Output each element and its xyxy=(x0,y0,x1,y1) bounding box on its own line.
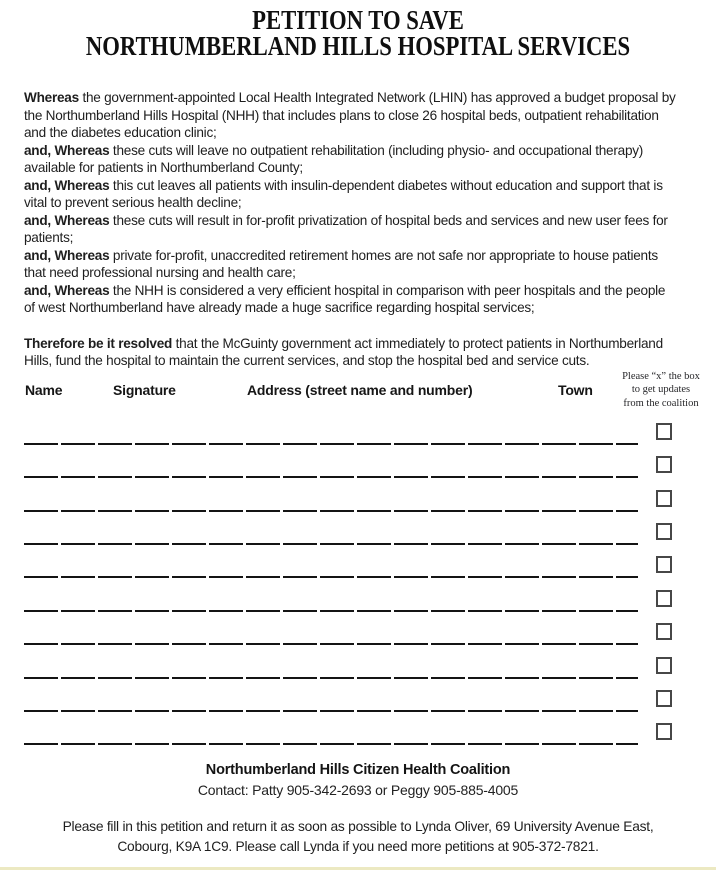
checkbox-note-line-1: Please “x” the box xyxy=(622,370,700,382)
checkbox-column-note xyxy=(604,370,716,411)
updates-checkbox[interactable] xyxy=(656,456,672,473)
resolution-clause xyxy=(24,335,676,370)
instructions-line-1: Please fill in this petition and return it as soon as possible to Lynda Oliver, 69 University Avenue East, xyxy=(62,819,654,835)
updates-checkbox[interactable] xyxy=(656,490,672,507)
footer xyxy=(0,762,716,857)
coalition-name: Northumberland Hills Citizen Health Coalition xyxy=(205,762,511,779)
whereas-clause-3 xyxy=(24,177,676,212)
signature-table-header xyxy=(24,370,712,412)
updates-checkbox[interactable] xyxy=(656,623,672,640)
updates-checkbox[interactable] xyxy=(656,556,672,573)
preamble xyxy=(24,89,676,317)
signature-row xyxy=(24,679,712,712)
column-header-signature: Signature xyxy=(113,381,176,398)
whereas-clause-1 xyxy=(24,89,676,142)
whereas-text: these cuts will leave no outpatient rehabilitation (including physio- and occupational therapy) available for patients in Northumberland County; xyxy=(24,142,644,175)
whereas-lead: and, Whereas xyxy=(24,282,110,298)
whereas-lead: and, Whereas xyxy=(24,142,110,158)
signature-row xyxy=(24,478,712,511)
title-line-1: PETITION TO SAVE xyxy=(252,5,464,35)
whereas-clause-5 xyxy=(24,247,676,282)
signature-row xyxy=(24,412,712,445)
checkbox-note-line-3: from the coalition xyxy=(623,397,699,409)
whereas-clause-2 xyxy=(24,142,676,177)
signature-line[interactable] xyxy=(24,743,638,745)
resolution-text: that the McGuinty government act immediately to protect patients in Northumberland Hills, fund the hospital to maintain the current services, and stop the hospital bed and service cuts. xyxy=(24,335,663,368)
signature-rows xyxy=(24,412,712,746)
whereas-clause-4 xyxy=(24,212,676,247)
updates-checkbox[interactable] xyxy=(656,523,672,540)
updates-checkbox[interactable] xyxy=(656,423,672,440)
updates-checkbox[interactable] xyxy=(656,723,672,740)
signature-row xyxy=(24,612,712,645)
column-header-address: Address (street name and number) xyxy=(247,381,473,398)
whereas-text: the NHH is considered a very efficient hospital in comparison with peer hospitals and the people of west Northumberland have already made a huge sacrifice regarding hospital services; xyxy=(24,282,666,315)
whereas-text: these cuts will result in for-profit privatization of hospital beds and services and new user fees for patients; xyxy=(24,212,668,245)
whereas-text: this cut leaves all patients with insulin-dependent diabetes without education and support that is vital to prevent serious health decline; xyxy=(24,177,663,210)
page-title xyxy=(0,0,716,59)
whereas-text: private for-profit, unaccredited retirement homes are not safe nor appropriate to house patients that need professional nursing and health care; xyxy=(24,247,658,280)
column-header-town: Town xyxy=(558,381,593,398)
whereas-clause-6 xyxy=(24,282,676,317)
column-header-name: Name xyxy=(25,381,63,398)
contact-line: Contact: Patty 905-342-2693 or Peggy 905-885-4005 xyxy=(197,782,519,799)
signature-row xyxy=(24,512,712,545)
updates-checkbox[interactable] xyxy=(656,690,672,707)
checkbox-note-line-2: to get updates xyxy=(631,384,691,395)
signature-row xyxy=(24,712,712,745)
updates-checkbox[interactable] xyxy=(656,590,672,607)
whereas-text: the government-appointed Local Health Integrated Network (LHIN) has approved a budget proposal by the Northumberland Hills Hospital (NHH) that includes plans to close 26 hospital beds, outpatient rehabilitation and the diabetes education clinic; xyxy=(24,90,676,140)
whereas-lead: and, Whereas xyxy=(24,212,110,228)
signature-row xyxy=(24,445,712,478)
updates-checkbox[interactable] xyxy=(656,657,672,674)
signature-row xyxy=(24,578,712,611)
title-line-2: NORTHUMBERLAND HILLS HOSPITAL SERVICES xyxy=(85,31,631,61)
signature-row xyxy=(24,645,712,678)
whereas-lead: and, Whereas xyxy=(24,177,110,193)
instructions-line-2: Cobourg, K9A 1C9. Please call Lynda if you need more petitions at 905-372-7821. xyxy=(117,839,599,855)
signature-row xyxy=(24,545,712,578)
return-instructions xyxy=(0,817,716,857)
whereas-lead: Whereas xyxy=(24,90,79,105)
resolution-lead: Therefore be it resolved xyxy=(24,335,173,351)
whereas-lead: and, Whereas xyxy=(24,247,110,263)
petition-body xyxy=(0,89,716,370)
